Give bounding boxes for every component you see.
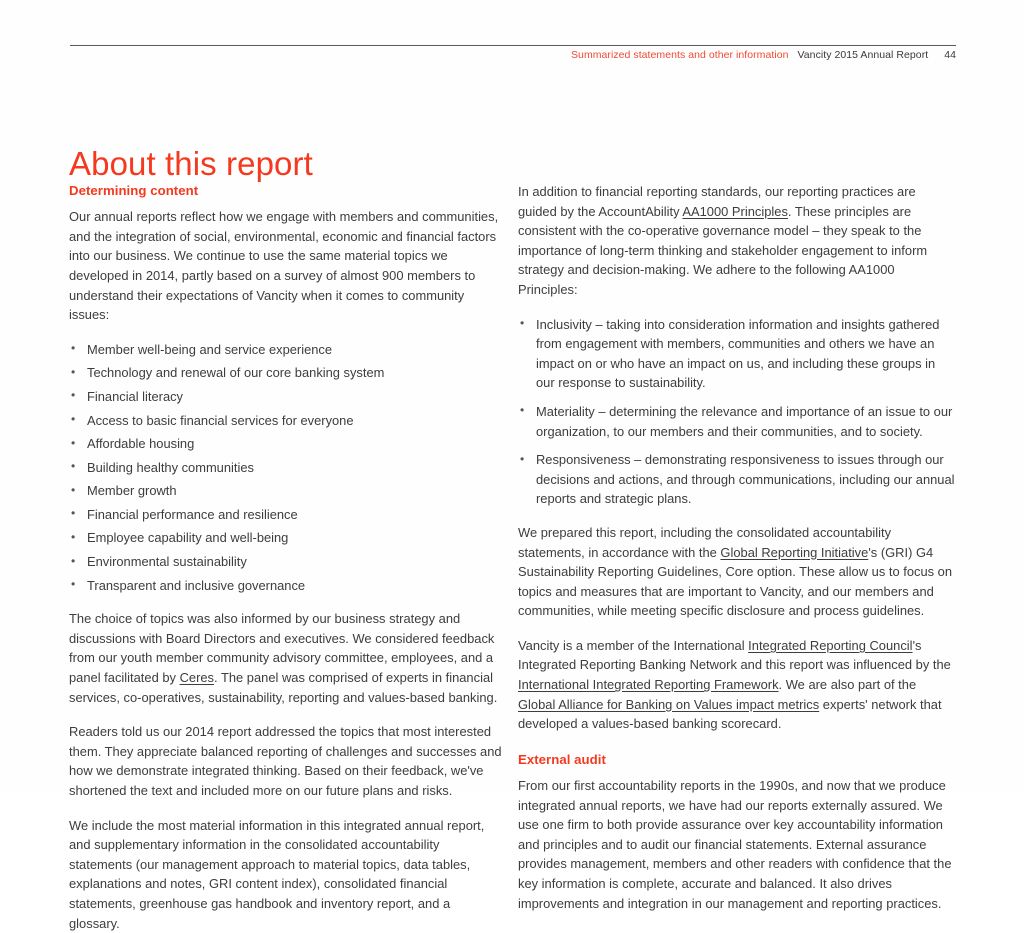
list-item: • Financial literacy bbox=[69, 387, 504, 407]
paragraph-gri-compliance bbox=[518, 523, 955, 621]
header-section-label: Summarized statements and other information bbox=[571, 49, 789, 61]
paragraph-gri-compliance-part-a: We prepared this report, including the consolidated accountability statements, in accordance with the bbox=[518, 524, 892, 560]
right-column bbox=[518, 182, 955, 913]
list-item: • Member well-being and service experience bbox=[69, 340, 504, 360]
paragraph-memberships bbox=[518, 636, 955, 734]
paragraph-intro: Our annual reports reflect how we engage with members and communities, and the integration of social, environmental, economic and financial factors into our business. We continue to use the same material topics we developed in 2014, partly based on a survey of almost 900 members to understand their expectations of Vancity when it comes to community issues: bbox=[69, 209, 499, 323]
paragraph-memberships-part-b: 's Integrated Reporting Banking Network and this report was influenced by the bbox=[518, 637, 951, 673]
link-international-integrated-reporting-framework[interactable]: International Integrated Reporting Framework bbox=[518, 677, 779, 693]
list-item: • Access to basic financial services for everyone bbox=[69, 411, 504, 431]
paragraph-memberships-part-a: Vancity is a member of the International bbox=[518, 637, 749, 653]
link-integrated-reporting-council[interactable]: Integrated Reporting Council bbox=[748, 637, 913, 653]
paragraph-gri-compliance-part-b: 's (GRI) G4 Sustainability Reporting Guidelines, Core option. These allow us to focus on topics and measures that are important to Vancity, and our members and communities, while meeting specific disclosure and process guidelines. bbox=[518, 544, 953, 619]
paragraph-memberships-part-d: experts' network that developed a values-based banking scorecard. bbox=[518, 696, 942, 732]
list-item: • Building healthy communities bbox=[69, 458, 504, 478]
left-column bbox=[69, 182, 504, 933]
link-global-reporting-initiative[interactable]: Global Reporting Initiative bbox=[720, 544, 869, 560]
paragraph-topic-choice-part-a: The choice of topics was also informed by our business strategy and discussions with Board Directors and executives. We considered feedback from our youth member community advisory committee, employees, and a panel facilitated by bbox=[69, 611, 495, 686]
link-aa1000-principles[interactable]: AA1000 Principles bbox=[682, 203, 788, 219]
list-item: • Technology and renewal of our core banking system bbox=[69, 363, 504, 383]
list-item: • Employee capability and well-being bbox=[69, 528, 504, 548]
material-topics-list bbox=[69, 340, 504, 596]
paragraph-readers-feedback: Readers told us our 2014 report addressed the topics that most interested them. They appreciate balanced reporting of challenges and successes and how we demonstrate integrated thinking. Based on their feedback, we've shortened the text and included more on our future plans and risks. bbox=[69, 724, 502, 798]
section-heading-determining-content: Determining content bbox=[69, 183, 199, 198]
page-header bbox=[571, 49, 956, 61]
list-item: • Inclusivity – taking into consideration information and insights gathered from engagement with members, communities and others we have an impact on or who have an impact on us, and including these groups in our response to sustainability. bbox=[518, 315, 955, 393]
paragraph-reporting-standards bbox=[518, 182, 955, 300]
list-item: • Financial performance and resilience bbox=[69, 505, 504, 525]
list-item: • Materiality – determining the relevance and importance of an issue to our organization, to our members and their communities, and to society. bbox=[518, 402, 955, 441]
paragraph-topic-choice bbox=[69, 609, 504, 707]
paragraph-memberships-part-c: . We are also part of the bbox=[778, 677, 917, 693]
paragraph-reporting-standards-part-b: . These principles are consistent with the co-operative governance model – they speak to the importance of long-term thinking and stakeholder engagement to inform strategy and decision-making. We adhere to the following AA1000 Principles: bbox=[518, 203, 928, 297]
link-global-alliance-banking-values[interactable]: Global Alliance for Banking on Values impact metrics bbox=[518, 696, 820, 712]
page-title: About this report bbox=[69, 145, 313, 183]
section-heading-external-audit: External audit bbox=[518, 751, 606, 767]
header-divider-rule bbox=[70, 45, 956, 46]
list-item: • Affordable housing bbox=[69, 434, 504, 454]
list-item: • Responsiveness – demonstrating responsiveness to issues through our decisions and actions, and through communications, including our annual reports and strategic plans. bbox=[518, 450, 955, 509]
paragraph-reporting-standards-part-a: In addition to financial reporting standards, our reporting practices are guided by the AccountAbility bbox=[518, 184, 916, 219]
list-item: • Environmental sustainability bbox=[69, 552, 504, 572]
link-ceres[interactable]: Ceres bbox=[179, 670, 215, 686]
paragraph-external-audit: From our first accountability reports in the 1990s, and now that we produce integrated annual reports, we have had our reports externally assured. We use one firm to both provide assurance over key accountability information and principles and to audit our financial statements. External assurance provides management, members and other readers with confidence that the key information is complete, accurate and balanced. It also drives improvements and integration in our management and reporting practices. bbox=[518, 778, 952, 911]
paragraph-report-contents: We include the most material information in this integrated annual report, and supplementary information in the consolidated accountability statements (our management approach to material topics, data tables, explanations and notes, GRI content index), consolidated financial statements, greenhouse gas handbook and inventory report, and a glossary. bbox=[69, 817, 485, 931]
list-item: • Transparent and inclusive governance bbox=[69, 576, 504, 596]
aa1000-principles-list bbox=[518, 315, 955, 509]
paragraph-topic-choice-part-b: . The panel was comprised of experts in financial services, co-operatives, sustainability, reporting and values-based banking. bbox=[69, 670, 498, 705]
header-report-label: Vancity 2015 Annual Report bbox=[797, 49, 929, 61]
list-item: • Member growth bbox=[69, 481, 504, 501]
page-number: 44 bbox=[944, 49, 956, 61]
